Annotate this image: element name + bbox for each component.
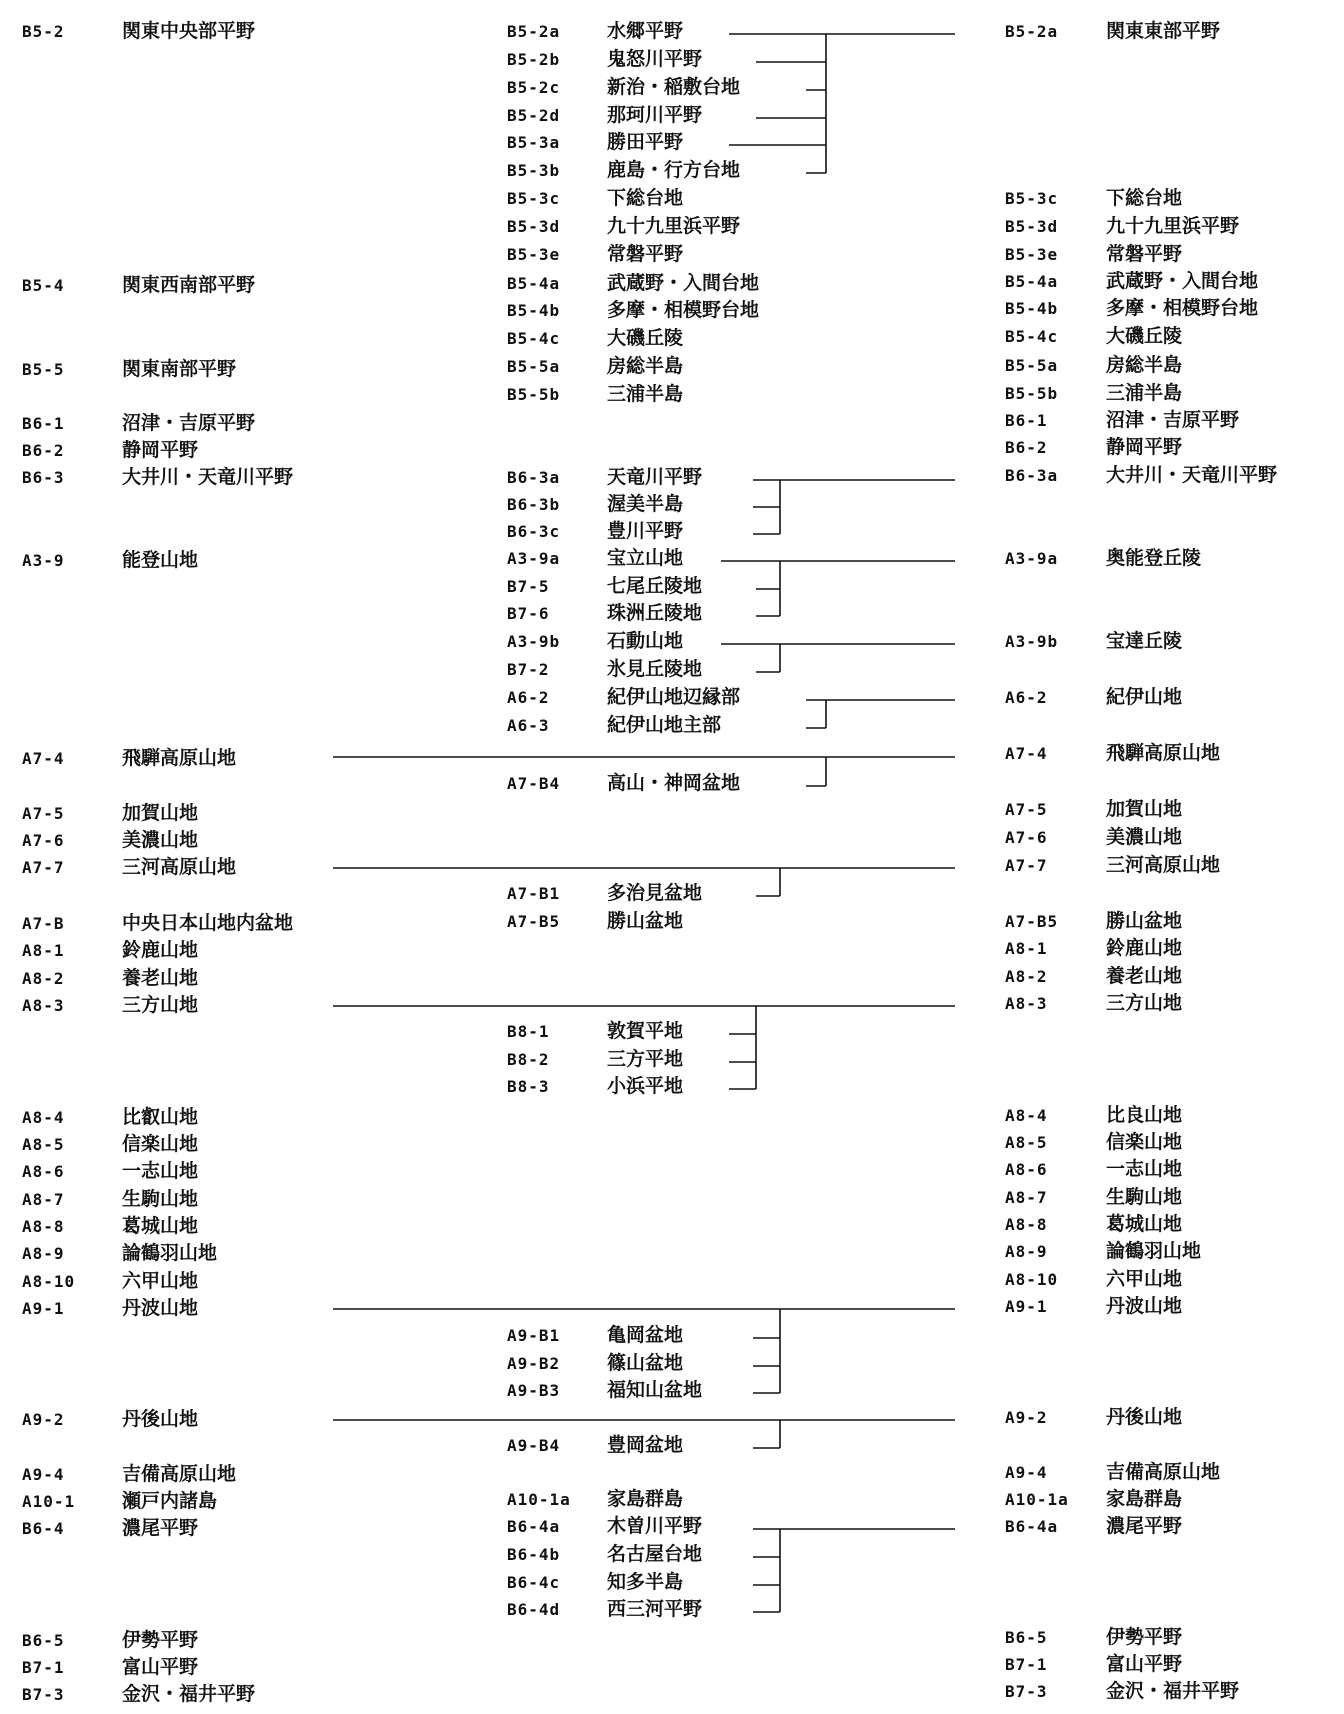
middle-name: 石動山地 [607, 630, 684, 652]
middle-code: A3-9a [507, 549, 561, 568]
left-code: B6-1 [22, 414, 65, 433]
left-code: A8-5 [22, 1135, 65, 1154]
middle-code: B5-4b [507, 301, 561, 320]
right-name: 論鶴羽山地 [1106, 1240, 1202, 1262]
middle-name: 紀伊山地辺縁部 [607, 686, 741, 708]
middle-code: A3-9b [507, 632, 561, 651]
left-name: 伊勢平野 [122, 1629, 199, 1651]
middle-name: 勝田平野 [607, 131, 684, 153]
middle-name: 新治・稲敷台地 [607, 76, 741, 98]
middle-name: 豊岡盆地 [607, 1434, 684, 1456]
middle-name: 鬼怒川平野 [607, 48, 703, 70]
right-name: 鈴鹿山地 [1106, 937, 1183, 959]
left-code: A8-8 [22, 1217, 65, 1236]
middle-code: B6-4b [507, 1545, 561, 1564]
left-code: A8-3 [22, 996, 65, 1015]
middle-code: B5-4a [507, 274, 561, 293]
right-code: A8-8 [1005, 1215, 1048, 1234]
left-name: 金沢・福井平野 [122, 1683, 256, 1705]
middle-code: A10-1a [507, 1490, 571, 1509]
left-name: 比叡山地 [122, 1106, 199, 1128]
right-code: B5-5a [1005, 356, 1059, 375]
right-code: A9-1 [1005, 1297, 1048, 1316]
right-name: 一志山地 [1106, 1158, 1183, 1180]
middle-code: A7-B1 [507, 884, 561, 903]
left-name: 加賀山地 [122, 802, 199, 824]
right-name: 養老山地 [1106, 965, 1183, 987]
right-name: 加賀山地 [1106, 798, 1183, 820]
middle-code: B5-3a [507, 133, 561, 152]
left-code: B7-3 [22, 1685, 65, 1704]
right-code: A7-4 [1005, 744, 1048, 763]
right-code: A6-2 [1005, 688, 1048, 707]
middle-code: A9-B4 [507, 1436, 561, 1455]
middle-code: B5-3e [507, 245, 561, 264]
right-name: 葛城山地 [1106, 1213, 1183, 1235]
middle-code: B5-2c [507, 78, 561, 97]
right-name: 六甲山地 [1106, 1268, 1183, 1290]
right-name: 三方山地 [1106, 992, 1183, 1014]
left-name: 信楽山地 [122, 1133, 199, 1155]
right-code: A8-4 [1005, 1106, 1048, 1125]
left-code: B5-5 [22, 360, 65, 379]
left-name: 葛城山地 [122, 1215, 199, 1237]
right-code: A8-9 [1005, 1242, 1048, 1261]
middle-name: 水郷平野 [607, 20, 684, 42]
right-name: 吉備高原山地 [1106, 1461, 1221, 1483]
left-name: 六甲山地 [122, 1270, 199, 1292]
right-code: B5-4b [1005, 299, 1059, 318]
right-name: 大井川・天竜川平野 [1106, 464, 1278, 486]
right-code: A3-9b [1005, 632, 1059, 651]
right-name: 伊勢平野 [1106, 1626, 1183, 1648]
right-code: B7-1 [1005, 1655, 1048, 1674]
left-code: A7-7 [22, 858, 65, 877]
right-code: B5-3e [1005, 245, 1059, 264]
left-name: 三方山地 [122, 994, 199, 1016]
left-code: B6-3 [22, 468, 65, 487]
left-code: B7-1 [22, 1658, 65, 1677]
left-code: A3-9 [22, 551, 65, 570]
right-name: 大磯丘陵 [1106, 325, 1183, 347]
right-code: A7-7 [1005, 856, 1048, 875]
middle-name: 三浦半島 [607, 383, 684, 405]
middle-name: 三方平地 [607, 1048, 684, 1070]
middle-code: B5-4c [507, 329, 561, 348]
right-name: 飛騨高原山地 [1106, 742, 1221, 764]
right-code: B6-5 [1005, 1628, 1048, 1647]
right-name: 房総半島 [1106, 354, 1183, 376]
right-code: B5-4a [1005, 272, 1059, 291]
right-code: A9-4 [1005, 1463, 1048, 1482]
right-name: 関東東部平野 [1106, 20, 1221, 42]
middle-name: 多治見盆地 [607, 882, 703, 904]
right-code: A7-5 [1005, 800, 1048, 819]
middle-code: B5-3b [507, 161, 561, 180]
middle-code: A7-B4 [507, 774, 561, 793]
middle-code: B5-2a [507, 22, 561, 41]
middle-name: 名古屋台地 [607, 1543, 703, 1565]
right-code: A8-7 [1005, 1188, 1048, 1207]
right-name: 沼津・吉原平野 [1106, 409, 1240, 431]
right-name: 紀伊山地 [1106, 686, 1183, 708]
middle-code: B7-5 [507, 577, 550, 596]
left-code: B6-4 [22, 1519, 65, 1538]
middle-code: B6-4a [507, 1517, 561, 1536]
middle-name: 高山・神岡盆地 [607, 772, 741, 794]
middle-code: B8-3 [507, 1077, 550, 1096]
middle-name: 知多半島 [607, 1571, 684, 1593]
middle-name: 渥美半島 [607, 493, 684, 515]
right-name: 富山平野 [1106, 1653, 1183, 1675]
left-name: 美濃山地 [122, 829, 199, 851]
middle-name: 天竜川平野 [607, 466, 703, 488]
right-name: 信楽山地 [1106, 1131, 1183, 1153]
middle-code: A6-2 [507, 688, 550, 707]
left-name: 論鶴羽山地 [122, 1242, 218, 1264]
middle-name: 房総半島 [607, 355, 684, 377]
middle-name: 九十九里浜平野 [607, 215, 741, 237]
left-code: B6-5 [22, 1631, 65, 1650]
middle-code: A6-3 [507, 716, 550, 735]
left-code: A9-2 [22, 1410, 65, 1429]
right-name: 金沢・福井平野 [1106, 1680, 1240, 1702]
left-code: A8-1 [22, 941, 65, 960]
middle-code: B8-1 [507, 1022, 550, 1041]
left-name: 養老山地 [122, 967, 199, 989]
right-code: B6-3a [1005, 466, 1059, 485]
middle-name: 常磐平野 [607, 243, 684, 265]
middle-name: 珠洲丘陵地 [607, 602, 703, 624]
right-code: A10-1a [1005, 1490, 1069, 1509]
left-name: 瀬戸内諸島 [122, 1490, 218, 1512]
middle-name: 木曽川平野 [607, 1515, 703, 1537]
middle-code: B5-2b [507, 50, 561, 69]
middle-code: B5-3c [507, 189, 561, 208]
left-name: 生駒山地 [122, 1188, 199, 1210]
left-code: A8-4 [22, 1108, 65, 1127]
right-name: 濃尾平野 [1106, 1515, 1183, 1537]
middle-code: B7-2 [507, 660, 550, 679]
middle-name: 那珂川平野 [607, 104, 703, 126]
left-name: 一志山地 [122, 1160, 199, 1182]
middle-name: 武蔵野・入間台地 [607, 272, 760, 294]
right-code: B6-2 [1005, 438, 1048, 457]
right-code: A8-3 [1005, 994, 1048, 1013]
right-code: A7-B5 [1005, 912, 1059, 931]
middle-code: B5-2d [507, 106, 561, 125]
left-code: A9-4 [22, 1465, 65, 1484]
right-code: B5-3c [1005, 189, 1059, 208]
right-code: B5-3d [1005, 217, 1059, 236]
middle-code: B5-5b [507, 385, 561, 404]
right-name: 静岡平野 [1106, 436, 1183, 458]
middle-name: 亀岡盆地 [607, 1324, 684, 1346]
right-name: 奥能登丘陵 [1106, 547, 1202, 569]
middle-name: 鹿島・行方台地 [607, 159, 741, 181]
right-code: B6-1 [1005, 411, 1048, 430]
right-code: B5-2a [1005, 22, 1059, 41]
right-code: A8-10 [1005, 1270, 1059, 1289]
left-code: A8-9 [22, 1244, 65, 1263]
middle-name: 篠山盆地 [607, 1352, 684, 1374]
middle-name: 福知山盆地 [607, 1379, 703, 1401]
right-name: 丹後山地 [1106, 1406, 1183, 1428]
right-name: 美濃山地 [1106, 826, 1183, 848]
middle-code: A7-B5 [507, 912, 561, 931]
right-code: B5-4c [1005, 327, 1059, 346]
left-name: 関東南部平野 [122, 358, 237, 380]
right-name: 三浦半島 [1106, 382, 1183, 404]
middle-code: A9-B1 [507, 1326, 561, 1345]
middle-name: 紀伊山地主部 [607, 714, 722, 736]
left-name: 関東中央部平野 [122, 20, 256, 42]
middle-code: B5-5a [507, 357, 561, 376]
middle-code: A9-B3 [507, 1381, 561, 1400]
right-name: 丹波山地 [1106, 1295, 1183, 1317]
middle-name: 小浜平地 [607, 1075, 684, 1097]
middle-name: 豊川平野 [607, 520, 684, 542]
right-name: 九十九里浜平野 [1106, 215, 1240, 237]
left-name: 吉備高原山地 [122, 1463, 237, 1485]
left-name: 大井川・天竜川平野 [122, 466, 294, 488]
right-name: 家島群島 [1106, 1488, 1183, 1510]
right-name: 下総台地 [1106, 187, 1183, 209]
right-code: A9-2 [1005, 1408, 1048, 1427]
left-code: A8-10 [22, 1272, 76, 1291]
middle-name: 勝山盆地 [607, 910, 684, 932]
right-name: 武蔵野・入間台地 [1106, 270, 1259, 292]
left-code: B5-2 [22, 22, 65, 41]
right-code: A7-6 [1005, 828, 1048, 847]
middle-name: 西三河平野 [607, 1598, 703, 1620]
left-name: 丹波山地 [122, 1297, 199, 1319]
right-name: 生駒山地 [1106, 1186, 1183, 1208]
left-code: A8-6 [22, 1162, 65, 1181]
middle-name: 敦賀平地 [607, 1020, 684, 1042]
middle-name: 大磯丘陵 [607, 327, 684, 349]
middle-name: 七尾丘陵地 [607, 575, 703, 597]
middle-code: B8-2 [507, 1050, 550, 1069]
middle-code: B6-3b [507, 495, 561, 514]
middle-name: 氷見丘陵地 [607, 658, 703, 680]
left-name: 三河高原山地 [122, 856, 237, 878]
left-name: 鈴鹿山地 [122, 939, 199, 961]
left-code: A8-2 [22, 969, 65, 988]
middle-code: B6-4d [507, 1600, 561, 1619]
middle-code: B6-4c [507, 1573, 561, 1592]
right-name: 常磐平野 [1106, 243, 1183, 265]
right-name: 三河高原山地 [1106, 854, 1221, 876]
middle-name: 宝立山地 [607, 547, 684, 569]
left-code: A9-1 [22, 1299, 65, 1318]
middle-code: B7-6 [507, 604, 550, 623]
left-name: 関東西南部平野 [122, 274, 256, 296]
right-code: A8-1 [1005, 939, 1048, 958]
right-code: A3-9a [1005, 549, 1059, 568]
left-code: B5-4 [22, 276, 65, 295]
middle-code: A9-B2 [507, 1354, 561, 1373]
right-name: 比良山地 [1106, 1104, 1183, 1126]
left-code: A10-1 [22, 1492, 76, 1511]
left-name: 富山平野 [122, 1656, 199, 1678]
right-code: A8-2 [1005, 967, 1048, 986]
middle-name: 家島群島 [607, 1488, 684, 1510]
left-name: 沼津・吉原平野 [122, 412, 256, 434]
left-name: 能登山地 [122, 549, 199, 571]
right-name: 多摩・相模野台地 [1106, 297, 1259, 319]
right-code: A8-6 [1005, 1160, 1048, 1179]
left-code: A8-7 [22, 1190, 65, 1209]
middle-name: 下総台地 [607, 187, 684, 209]
left-code: A7-5 [22, 804, 65, 823]
right-code: B5-5b [1005, 384, 1059, 403]
right-name: 宝達丘陵 [1106, 630, 1183, 652]
middle-code: B6-3c [507, 522, 561, 541]
left-code: A7-B [22, 914, 65, 933]
left-name: 濃尾平野 [122, 1517, 199, 1539]
middle-name: 多摩・相模野台地 [607, 299, 760, 321]
left-code: A7-6 [22, 831, 65, 850]
left-name: 静岡平野 [122, 439, 199, 461]
middle-code: B6-3a [507, 468, 561, 487]
left-code: A7-4 [22, 749, 65, 768]
left-name: 中央日本山地内盆地 [122, 912, 294, 934]
right-name: 勝山盆地 [1106, 910, 1183, 932]
left-code: B6-2 [22, 441, 65, 460]
right-code: A8-5 [1005, 1133, 1048, 1152]
middle-code: B5-3d [507, 217, 561, 236]
right-code: B7-3 [1005, 1682, 1048, 1701]
right-code: B6-4a [1005, 1517, 1059, 1536]
left-name: 丹後山地 [122, 1408, 199, 1430]
left-name: 飛騨高原山地 [122, 747, 237, 769]
